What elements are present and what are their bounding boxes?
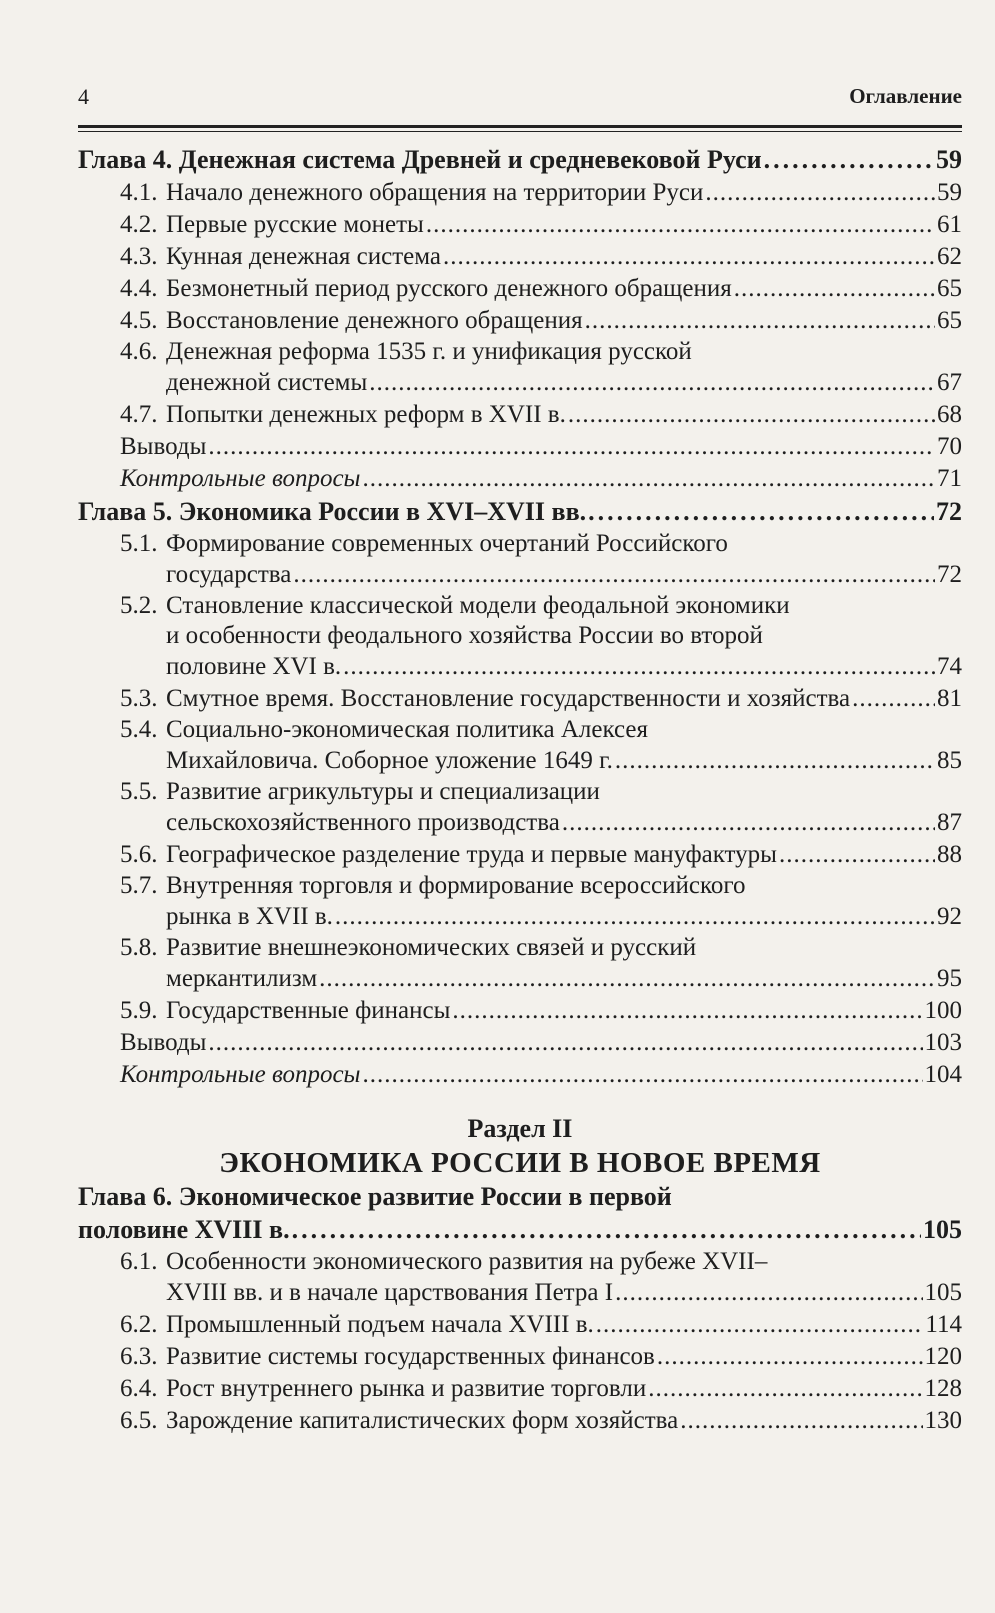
- section-title-cont: Михайловича. Соборное уложение 1649 г.: [166, 747, 613, 774]
- section-title: Начало денежного обращения на территории Руси: [166, 179, 704, 206]
- section-number: 6.5.: [120, 1407, 158, 1434]
- chapter-title: Глава 6. Экономическое развитие России в первой: [78, 1182, 672, 1211]
- leader-dots: [319, 963, 935, 995]
- section-number: 5.7.: [120, 872, 158, 899]
- page-ref: 61: [937, 211, 962, 238]
- toc-questions: [78, 1059, 962, 1091]
- section-number: 4.1.: [120, 179, 158, 206]
- page-ref: 62: [937, 243, 962, 270]
- leader-dots: [680, 1405, 922, 1437]
- page-ref: 85: [937, 747, 962, 774]
- leader-dots: [363, 1059, 923, 1091]
- page-ref: 59: [937, 179, 962, 206]
- leader-dots: [648, 1373, 922, 1405]
- leader-dots: [615, 1277, 922, 1309]
- section-title: Географическое разделение труда и первые мануфактуры: [166, 841, 777, 868]
- section-number: 4.2.: [120, 211, 158, 238]
- toc-chapter-6: [78, 1213, 962, 1247]
- page-ref: 105: [924, 1279, 962, 1306]
- section-number: 4.6.: [120, 338, 158, 365]
- toc-entry: [78, 1309, 962, 1341]
- leader-dots: [596, 1309, 924, 1341]
- section-number: 5.8.: [120, 934, 158, 961]
- toc-entry-first-line: [78, 871, 962, 901]
- page-ref: 88: [937, 841, 962, 868]
- chapter-title: Глава 5. Экономика России в XVI–XVII вв.: [78, 497, 587, 526]
- toc-entry-continuation: [78, 901, 962, 933]
- section-title: Социально-экономическая политика Алексея: [166, 716, 649, 743]
- section-title: Формирование современных очертаний Российского: [166, 530, 728, 557]
- section-title: Первые русские монеты: [166, 211, 424, 238]
- toc-summary: [78, 431, 962, 463]
- section-title: Кунная денежная система: [166, 243, 442, 270]
- leader-dots: [335, 901, 935, 933]
- toc-entry: [78, 1373, 962, 1405]
- page-ref: 65: [937, 275, 962, 302]
- toc-entry-first-line: [78, 777, 962, 807]
- toc-chapter-5: [78, 495, 962, 529]
- section-title: Восстановление денежного обращения: [166, 307, 583, 334]
- section-title-cont: меркантилизм: [166, 965, 318, 992]
- section-title: Промышленный подъем начала XVIII в.: [166, 1311, 594, 1338]
- page-ref: 95: [937, 965, 962, 992]
- toc-entry: [78, 177, 962, 209]
- section-title: Денежная реформа 1535 г. и унификация русской: [166, 338, 692, 365]
- leader-dots: [343, 651, 935, 683]
- page-ref: 72: [937, 561, 962, 588]
- leader-dots: [615, 745, 935, 777]
- header-rule-thick: [78, 125, 962, 128]
- toc-entry-first-line: [78, 933, 962, 963]
- section-title: Развитие системы государственных финансов: [166, 1343, 655, 1370]
- section-title: Безмонетный период русского денежного обращения: [166, 275, 732, 302]
- section-number: 4.4.: [120, 275, 158, 302]
- questions-title: Контрольные вопросы: [120, 1061, 361, 1088]
- section-title-cont: и особенности феодального хозяйства России во второй: [166, 622, 763, 649]
- leader-dots: [588, 495, 934, 529]
- page-ref: 68: [937, 401, 962, 428]
- section-number: 6.3.: [120, 1343, 158, 1370]
- section-title-cont: сельскохозяйственного производства: [166, 809, 560, 836]
- leader-dots: [208, 431, 935, 463]
- summary-title: Выводы: [120, 433, 207, 460]
- toc-entry: [78, 1405, 962, 1437]
- chapter-title: Глава 4. Денежная система Древней и средневековой Руси: [78, 145, 762, 174]
- page-number: 4: [78, 84, 89, 109]
- page-ref: 87: [937, 809, 962, 836]
- section-number: 6.1.: [120, 1248, 158, 1275]
- leader-dots: [293, 559, 935, 591]
- section-title-cont: рынка в XVII в.: [166, 903, 333, 930]
- page-ref: 130: [924, 1407, 962, 1434]
- toc-entry-continuation: [78, 963, 962, 995]
- toc-entry-first-line: [78, 1247, 962, 1277]
- section-number: 6.2.: [120, 1311, 158, 1338]
- section-number: 5.9.: [120, 997, 158, 1024]
- toc-entry: [78, 209, 962, 241]
- toc-entry-continuation: [78, 367, 962, 399]
- leader-dots: [369, 367, 935, 399]
- page-ref: 67: [937, 369, 962, 396]
- section-title: Смутное время. Восстановление государственности и хозяйства: [166, 685, 851, 712]
- questions-title: Контрольные вопросы: [120, 465, 361, 492]
- section-title-cont: половине XVI в.: [166, 653, 342, 680]
- section-title-cont: денежной системы: [166, 369, 368, 396]
- toc-entry-middle-line: [78, 621, 962, 651]
- toc-entry-continuation: [78, 745, 962, 777]
- toc-entry: [78, 399, 962, 431]
- leader-dots: [568, 399, 935, 431]
- toc-chapter-6-first-line: [78, 1181, 962, 1213]
- page-ref: 65: [937, 307, 962, 334]
- section-title: Развитие агрикультуры и специализации: [166, 778, 600, 805]
- toc-entry: [78, 241, 962, 273]
- section-title: Развитие внешнеэкономических связей и русский: [166, 934, 697, 961]
- toc-entry-first-line: [78, 337, 962, 367]
- toc-entry: [78, 839, 962, 871]
- section-title-cont: XVIII вв. и в начале царствования Петра I: [166, 1279, 614, 1306]
- toc-entry: [78, 273, 962, 305]
- leader-dots: [426, 209, 935, 241]
- section-gap: [78, 1091, 962, 1113]
- leader-dots: [852, 683, 935, 715]
- leader-dots: [705, 177, 935, 209]
- running-title: Оглавление: [849, 84, 962, 108]
- section-number: 6.4.: [120, 1375, 158, 1402]
- toc-entry-continuation: [78, 559, 962, 591]
- toc-entry-continuation: [78, 807, 962, 839]
- section-number: 5.5.: [120, 778, 158, 805]
- toc-summary: [78, 1027, 962, 1059]
- page-ref: 92: [937, 903, 962, 930]
- leader-dots: [292, 1213, 921, 1247]
- page-ref: 81: [937, 685, 962, 712]
- page-ref: 105: [923, 1215, 962, 1244]
- header-rule-thin: [78, 131, 962, 132]
- toc-entry-continuation: [78, 651, 962, 683]
- summary-title: Выводы: [120, 1029, 207, 1056]
- section-number: 4.5.: [120, 307, 158, 334]
- running-header: [78, 80, 962, 112]
- section-title: Внутренняя торговля и формирование всероссийского: [166, 872, 746, 899]
- page-ref: 120: [924, 1343, 962, 1370]
- page-ref: 104: [924, 1061, 962, 1088]
- leader-dots: [208, 1027, 922, 1059]
- toc-entry: [78, 1341, 962, 1373]
- page-ref: 72: [936, 497, 962, 526]
- leader-dots: [657, 1341, 923, 1373]
- part-title: ЭКОНОМИКА РОССИИ В НОВОЕ ВРЕМЯ: [219, 1147, 821, 1179]
- toc-entry-first-line: [78, 529, 962, 559]
- toc-entry: [78, 683, 962, 715]
- section-number: 4.7.: [120, 401, 158, 428]
- chapter-title-cont: половине XVIII в.: [78, 1215, 290, 1244]
- page-ref: 100: [924, 997, 962, 1024]
- section-number: 5.2.: [120, 592, 158, 619]
- leader-dots: [779, 839, 935, 871]
- section-title: Становление классической модели феодальной экономики: [166, 592, 790, 619]
- toc-entry-first-line: [78, 715, 962, 745]
- page-ref: 71: [937, 465, 962, 492]
- part-label: Раздел II: [467, 1114, 573, 1143]
- section-number: 5.1.: [120, 530, 158, 557]
- toc-entry-first-line: [78, 591, 962, 621]
- leader-dots: [562, 807, 935, 839]
- page-ref: 59: [936, 145, 962, 174]
- leader-dots: [443, 241, 935, 273]
- section-title: Попытки денежных реформ в XVII в.: [166, 401, 566, 428]
- page-ref: 74: [937, 653, 962, 680]
- toc-entry-continuation: [78, 1277, 962, 1309]
- table-of-contents: [78, 143, 962, 1437]
- section-number: 5.3.: [120, 685, 158, 712]
- section-title-cont: государства: [166, 561, 292, 588]
- toc-questions: [78, 463, 962, 495]
- section-title: Рост внутреннего рынка и развитие торговли: [166, 1375, 647, 1402]
- section-title: Зарождение капиталистических форм хозяйства: [166, 1407, 679, 1434]
- toc-entry: [78, 995, 962, 1027]
- page-ref: 70: [937, 433, 962, 460]
- toc-chapter-4: [78, 143, 962, 177]
- section-number: 5.6.: [120, 841, 158, 868]
- page-ref: 103: [924, 1029, 962, 1056]
- page-ref: 128: [924, 1375, 962, 1402]
- leader-dots: [363, 463, 936, 495]
- toc-entry: [78, 305, 962, 337]
- leader-dots: [734, 273, 935, 305]
- leader-dots: [452, 995, 922, 1027]
- section-number: 5.4.: [120, 716, 158, 743]
- section-title: Особенности экономического развития на рубеже XVII–: [166, 1248, 768, 1275]
- section-number: 4.3.: [120, 243, 158, 270]
- leader-dots: [764, 143, 934, 177]
- page-ref: 114: [925, 1311, 962, 1338]
- leader-dots: [585, 305, 935, 337]
- section-title: Государственные финансы: [166, 997, 451, 1024]
